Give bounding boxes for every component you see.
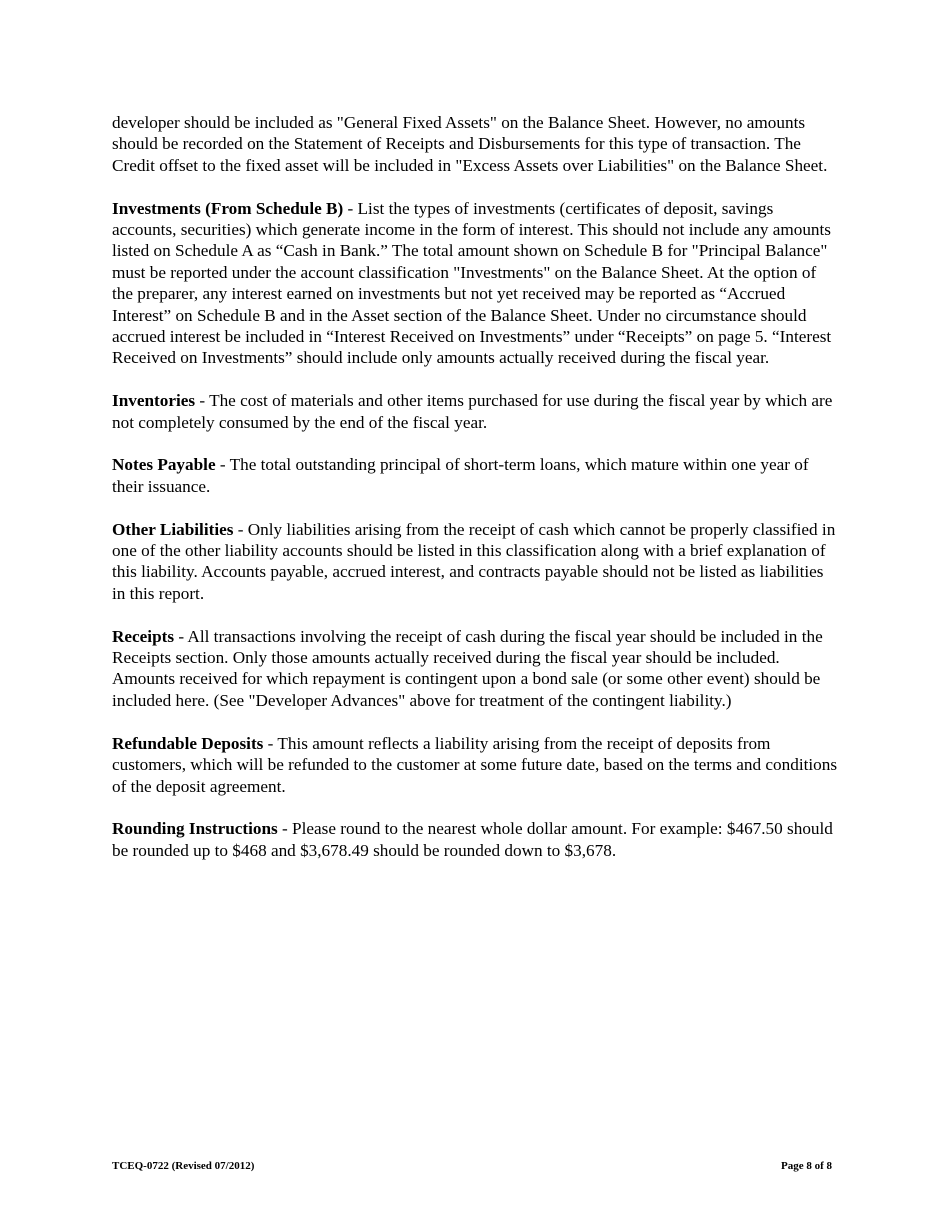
- definition-term: Other Liabilities: [112, 519, 234, 539]
- definition-text: - The cost of materials and other items purchased for use during the fiscal year by which are not completely consumed by the end of the fiscal year.: [112, 391, 833, 432]
- definition-notes-payable: [112, 454, 840, 497]
- definition-text: - Only liabilities arising from the receipt of cash which cannot be properly classified in one of the other liability accounts should be listed in this classification along with a brief explanation of this liability. Accounts payable, accrued interest, and contracts payable should not be listed as liabilities in this report.: [112, 519, 836, 603]
- definition-text: - List the types of investments (certificates of deposit, savings accounts, securities) which generate income in the form of interest. This should not include any amounts listed on Schedule A as “Cash in Bank.” The total amount shown on Schedule B for "Principal Balance" must be reported under the account classification "Investments" on the Balance Sheet. At the option of the preparer, any interest earned on investments but not yet received may be reported as “Accrued Interest” on Schedule B and in the Asset section of the Balance Sheet. Under no circumstance should accrued interest be included in “Interest Received on Investments” under “Receipts” on page 5. “Interest Received on Investments” should include only amounts actually received during the fiscal year.: [112, 198, 832, 368]
- definition-term: Refundable Deposits: [112, 733, 264, 753]
- intro-paragraph: developer should be included as "General Fixed Assets" on the Balance Sheet. However, no amounts should be recorded on the Statement of Receipts and Disbursements for this type of transaction. The Credit offset to the fixed asset will be included in "Excess Assets over Liabilities" on the Balance Sheet.: [112, 113, 828, 175]
- page-number: Page 8 of 8: [780, 1160, 832, 1172]
- definition-term: Notes Payable: [112, 455, 216, 475]
- definition-receipts: [112, 626, 840, 712]
- form-id: TCEQ-0722 (Revised 07/2012): [112, 1160, 255, 1172]
- document-body: [112, 112, 840, 883]
- definition-text: - All transactions involving the receipt of cash during the fiscal year should be included in the Receipts section. Only those amounts actually received during the fiscal year should be included. Amounts received for which repayment is contingent upon a bond sale (or some other event) should be included here. (See "Developer Advances" above for treatment of the contingent liability.): [112, 626, 823, 710]
- definition-term: Investments (From Schedule B): [112, 198, 344, 218]
- definition-term: Rounding Instructions: [112, 819, 278, 839]
- definition-text: - This amount reflects a liability arising from the receipt of deposits from customers, which will be refunded to the customer at some future date, based on the terms and conditions of the deposit agreement.: [112, 733, 838, 796]
- definition-inventories: [112, 390, 840, 433]
- definition-investments: [112, 198, 840, 369]
- definition-term: Inventories: [112, 391, 196, 411]
- definition-term: Receipts: [112, 626, 175, 646]
- definition-text: - Please round to the nearest whole dollar amount. For example: $467.50 should be rounded up to $468 and $3,678.49 should be rounded down to $3,678.: [112, 819, 833, 860]
- definition-other-liabilities: [112, 519, 840, 605]
- definition-refundable-deposits: [112, 733, 840, 797]
- definition-rounding-instructions: [112, 818, 840, 861]
- definition-text: - The total outstanding principal of short-term loans, which mature within one year of their issuance.: [112, 455, 809, 496]
